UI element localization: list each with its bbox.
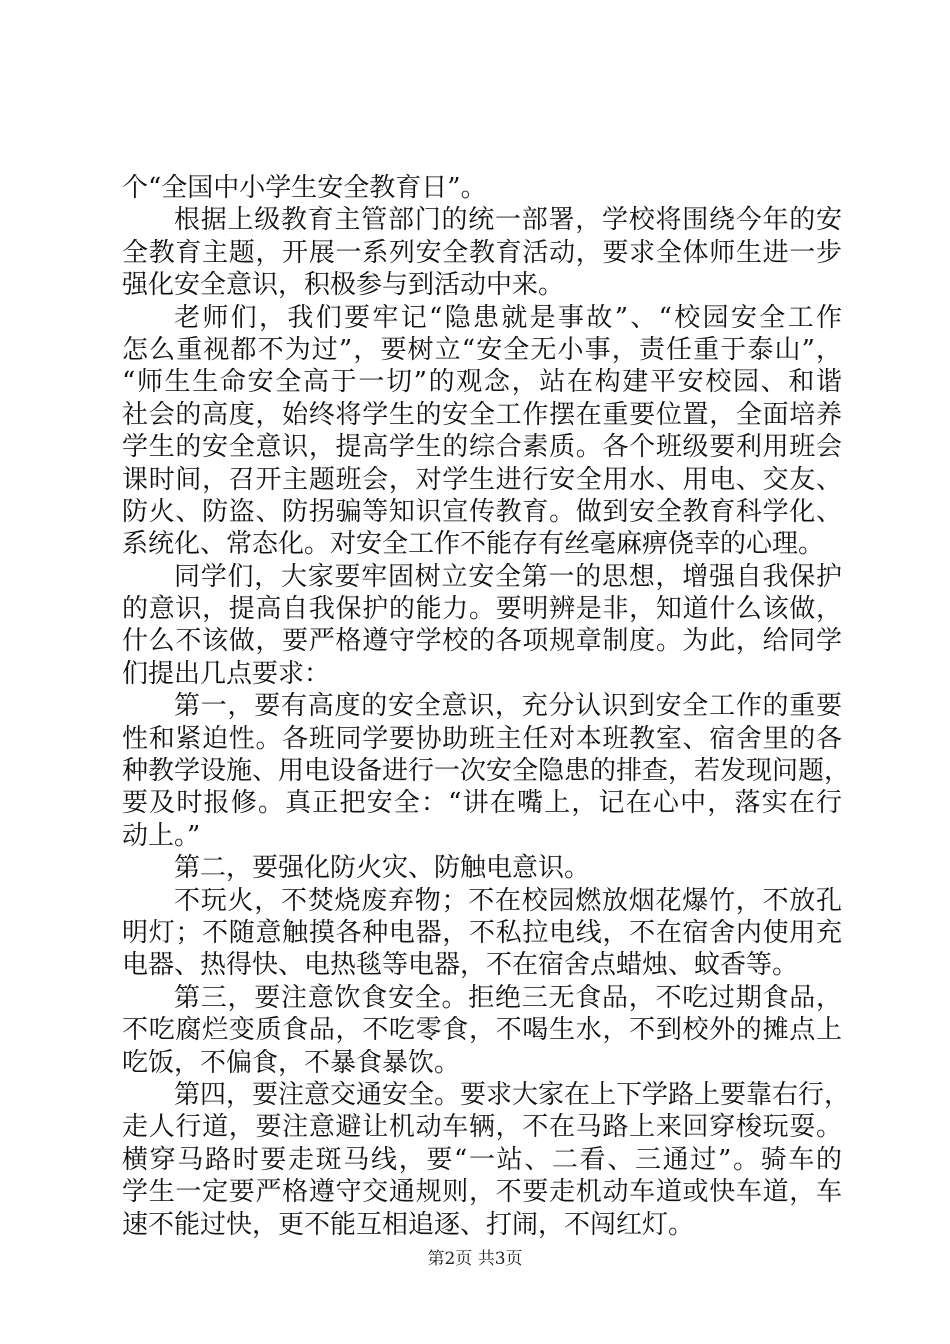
text-line: 性和紧迫性。各班同学要协助班主任对本班教室、宿舍里的各 — [122, 723, 842, 754]
text-line: 第一，要有高度的安全意识，充分认识到安全工作的重要 — [174, 691, 842, 722]
text-line: 同学们，大家要牢固树立安全第一的思想，增强自我保护 — [174, 561, 842, 592]
text-line: 要及时报修。真正把安全：“讲在嘴上，记在心中，落实在行 — [122, 788, 842, 819]
text-line: 吃饭，不偏食，不暴食暴饮。 — [122, 1047, 461, 1078]
text-line: 电器、热得快、电热毯等电器，不在宿舍点蜡烛、蚊香等。 — [122, 950, 799, 981]
text-line: 课时间，召开主题班会，对学生进行安全用水、用电、交友、 — [122, 464, 842, 495]
text-line: 横穿马路时要走斑马线，要“一站、二看、三通过”。骑车的 — [122, 1144, 842, 1175]
text-line: 防火、防盗、防拐骗等知识宣传教育。做到安全教育科学化、 — [122, 496, 842, 527]
body-text — [122, 172, 851, 1241]
text-line: 第四，要注意交通安全。要求大家在上下学路上要靠右行， — [174, 1079, 851, 1110]
text-line: 们提出几点要求： — [122, 658, 331, 689]
text-line: 速不能过快，更不能互相追逐、打闹，不闯红灯。 — [122, 1209, 695, 1240]
text-line: 怎么重视都不为过”，要树立“安全无小事，责任重于泰山”， — [122, 334, 842, 365]
text-line: 不吃腐烂变质食品，不吃零食，不喝生水，不到校外的摊点上 — [122, 1015, 842, 1046]
text-line: 明灯；不随意触摸各种电器，不私拉电线，不在宿舍内使用充 — [122, 917, 842, 948]
text-line: 强化安全意识，积极参与到活动中来。 — [122, 270, 565, 301]
text-line: 的意识，提高自我保护的能力。要明辨是非，知道什么该做， — [122, 594, 842, 625]
text-line: 系统化、常态化。对安全工作不能存有丝毫麻痹侥幸的心理。 — [122, 529, 825, 560]
text-line: 不玩火，不焚烧废弃物；不在校园燃放烟花爆竹，不放孔 — [174, 885, 842, 916]
text-line: 学生一定要严格遵守交通规则，不要走机动车道或快车道，车 — [122, 1177, 842, 1208]
text-line: 个“全国中小学生安全教育日”。 — [122, 173, 487, 203]
text-line: 学生的安全意识，提高学生的综合素质。各个班级要利用班会 — [122, 432, 842, 463]
text-line: 第二，要强化防火灾、防触电意识。 — [174, 853, 591, 884]
text-line: 第三，要注意饮食安全。拒绝三无食品，不吃过期食品， — [174, 982, 842, 1013]
text-line: 什么不该做，要严格遵守学校的各项规章制度。为此，给同学 — [122, 626, 842, 657]
text-line: 老师们，我们要牢记“隐患就是事故”、“校园安全工作 — [174, 302, 842, 333]
text-line: 走人行道，要注意避让机动车辆，不在马路上来回穿梭玩耍。 — [122, 1112, 842, 1143]
text-line: 种教学设施、用电设备进行一次安全隐患的排查，若发现问题， — [122, 756, 851, 787]
text-line: 社会的高度，始终将学生的安全工作摆在重要位置，全面培养 — [122, 399, 842, 430]
text-line: “师生生命安全高于一切”的观念，站在构建平安校园、和谐 — [122, 367, 842, 398]
text-line: 全教育主题，开展一系列安全教育活动，要求全体师生进一步 — [122, 237, 842, 268]
text-line: 根据上级教育主管部门的统一部署，学校将围绕今年的安 — [174, 205, 842, 236]
page-footer: 第2页 共3页 — [427, 1249, 523, 1269]
text-line: 动上。” — [122, 820, 201, 851]
